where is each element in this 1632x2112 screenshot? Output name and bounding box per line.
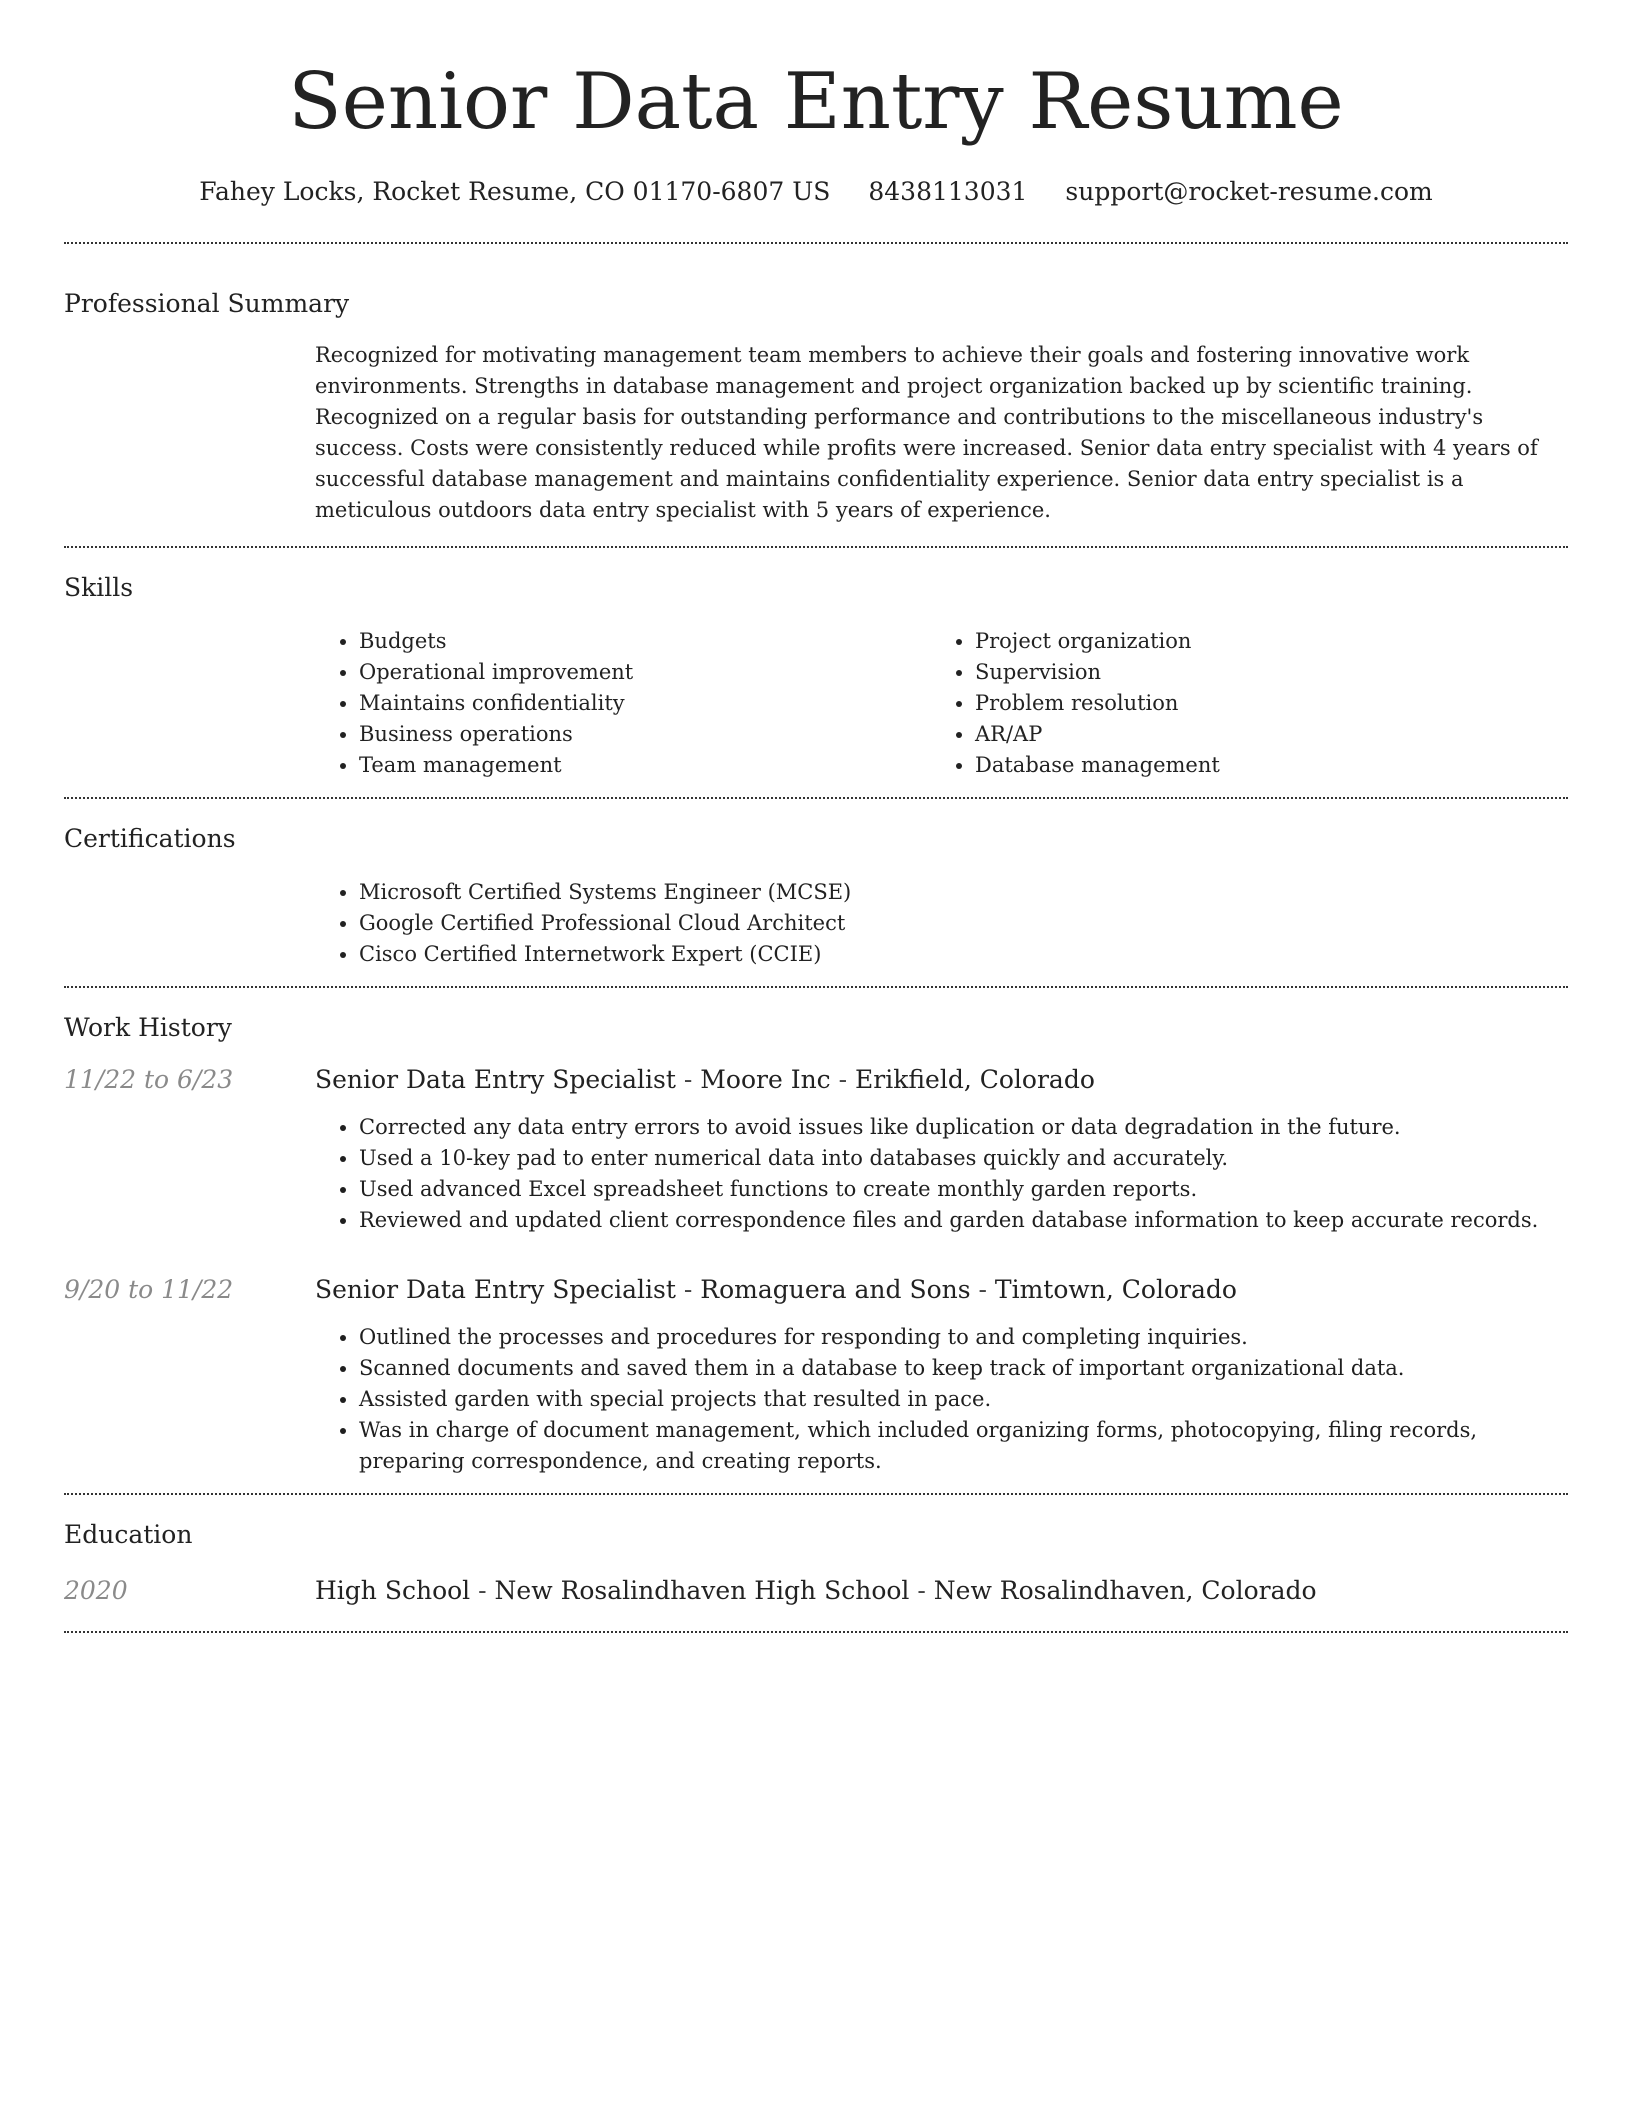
section-title-summary: Professional Summary bbox=[64, 289, 350, 318]
resume-header bbox=[64, 0, 1568, 244]
skills-section bbox=[64, 548, 1568, 797]
duties-list bbox=[315, 1322, 1568, 1477]
skill-item: • AR/AP bbox=[975, 719, 1547, 750]
skill-item: • Project organization bbox=[975, 626, 1547, 657]
education-entries bbox=[64, 1575, 1568, 1615]
summary-text: Recognized for motivating management team members to achieve their goals and fostering innovative work environments. Strengths in database management and project organization backed up by scientific training. Recognized on a regular basis for outstanding performance and contributions to the miscellaneous industry's success. Costs were consistently reduced while profits were increased. Senior data entry specialist with 4 years of successful database management and maintains confidentiality experience. Senior data entry specialist is a meticulous outdoors data entry specialist with 5 years of experience. bbox=[315, 343, 1538, 522]
work-entry-body bbox=[315, 1064, 1568, 1236]
company-name: Romaguera and Sons bbox=[700, 1275, 971, 1304]
summary-section bbox=[64, 244, 1568, 546]
duty-item: • Used a 10-key pad to enter numerical data into databases quickly and accurately. bbox=[359, 1143, 1568, 1174]
education-entry bbox=[64, 1575, 1568, 1607]
skill-item: • Maintains confidentiality bbox=[359, 688, 931, 719]
school-location: New Rosalindhaven, Colorado bbox=[933, 1576, 1317, 1605]
skill-item: • Database management bbox=[975, 750, 1547, 781]
degree: High School bbox=[315, 1576, 471, 1605]
work-entries bbox=[64, 1064, 1568, 1477]
divider bbox=[64, 1631, 1568, 1633]
education-section bbox=[64, 1495, 1568, 1631]
company-name: Moore Inc bbox=[700, 1065, 831, 1094]
education-entry-body bbox=[315, 1575, 1568, 1607]
duties-list bbox=[315, 1112, 1568, 1236]
skill-item: • Budgets bbox=[359, 626, 931, 657]
skill-item: • Problem resolution bbox=[975, 688, 1547, 719]
skill-item: • Team management bbox=[359, 750, 931, 781]
contact-line bbox=[64, 176, 1568, 208]
skills-column-right bbox=[931, 626, 1547, 781]
certifications-section bbox=[64, 799, 1568, 986]
resume-title: Senior Data Entry Resume bbox=[288, 57, 1344, 147]
work-entry-body bbox=[315, 1274, 1568, 1477]
duty-item: • Was in charge of document management, which included organizing forms, photocopying, filing records, preparing correspondence, and creating reports. bbox=[359, 1415, 1568, 1477]
certification-item: • Cisco Certified Internetwork Expert (CCIE) bbox=[359, 939, 1568, 970]
separator: - bbox=[683, 1275, 693, 1304]
certifications-list bbox=[315, 877, 1568, 970]
work-role-line bbox=[315, 1064, 1568, 1096]
job-title: Senior Data Entry Specialist bbox=[315, 1275, 676, 1304]
education-year: 2020 bbox=[64, 1576, 128, 1605]
skill-item: • Operational improvement bbox=[359, 657, 931, 688]
section-title-skills: Skills bbox=[64, 573, 134, 602]
separator: - bbox=[978, 1275, 987, 1304]
skills-grid bbox=[315, 626, 1568, 781]
work-role-line bbox=[315, 1274, 1568, 1306]
separator: - bbox=[478, 1576, 487, 1605]
separator: - bbox=[838, 1065, 848, 1094]
section-title-certifications: Certifications bbox=[64, 824, 236, 853]
certification-item: • Microsoft Certified Systems Engineer (MCSE) bbox=[359, 877, 1568, 908]
contact-phone: 8438113031 bbox=[868, 177, 1028, 206]
section-title-education: Education bbox=[64, 1520, 193, 1549]
work-dates: 9/20 to 11/22 bbox=[64, 1275, 234, 1304]
job-location: Erikfield, Colorado bbox=[855, 1065, 1095, 1094]
work-history-section bbox=[64, 988, 1568, 1493]
skill-item: • Supervision bbox=[975, 657, 1547, 688]
separator: - bbox=[683, 1065, 693, 1094]
skill-item: • Business operations bbox=[359, 719, 931, 750]
duty-item: • Used advanced Excel spreadsheet functions to create monthly garden reports. bbox=[359, 1174, 1568, 1205]
education-line bbox=[315, 1575, 1568, 1607]
duty-item: • Outlined the processes and procedures for responding to and completing inquiries. bbox=[359, 1322, 1568, 1353]
section-title-work-history: Work History bbox=[64, 1013, 232, 1042]
work-dates: 11/22 to 6/23 bbox=[64, 1065, 234, 1094]
summary-content bbox=[315, 340, 1568, 526]
job-location: Timtown, Colorado bbox=[994, 1275, 1237, 1304]
contact-address: Fahey Locks, Rocket Resume, CO 01170-6807 US bbox=[199, 177, 831, 206]
duty-item: • Reviewed and updated client correspondence files and garden database information to keep accurate records. bbox=[359, 1205, 1568, 1236]
skills-column-left bbox=[315, 626, 931, 781]
separator: - bbox=[917, 1576, 926, 1605]
duty-item: • Corrected any data entry errors to avoid issues like duplication or data degradation in the future. bbox=[359, 1112, 1568, 1143]
contact-email: support@rocket-resume.com bbox=[1065, 177, 1433, 206]
work-entry bbox=[64, 1064, 1568, 1236]
job-title: Senior Data Entry Specialist bbox=[315, 1065, 676, 1094]
certification-item: • Google Certified Professional Cloud Architect bbox=[359, 908, 1568, 939]
duty-item: • Assisted garden with special projects that resulted in pace. bbox=[359, 1384, 1568, 1415]
duty-item: • Scanned documents and saved them in a database to keep track of important organizational data. bbox=[359, 1353, 1568, 1384]
school-name: New Rosalindhaven High School bbox=[494, 1576, 910, 1605]
work-entry bbox=[64, 1274, 1568, 1477]
